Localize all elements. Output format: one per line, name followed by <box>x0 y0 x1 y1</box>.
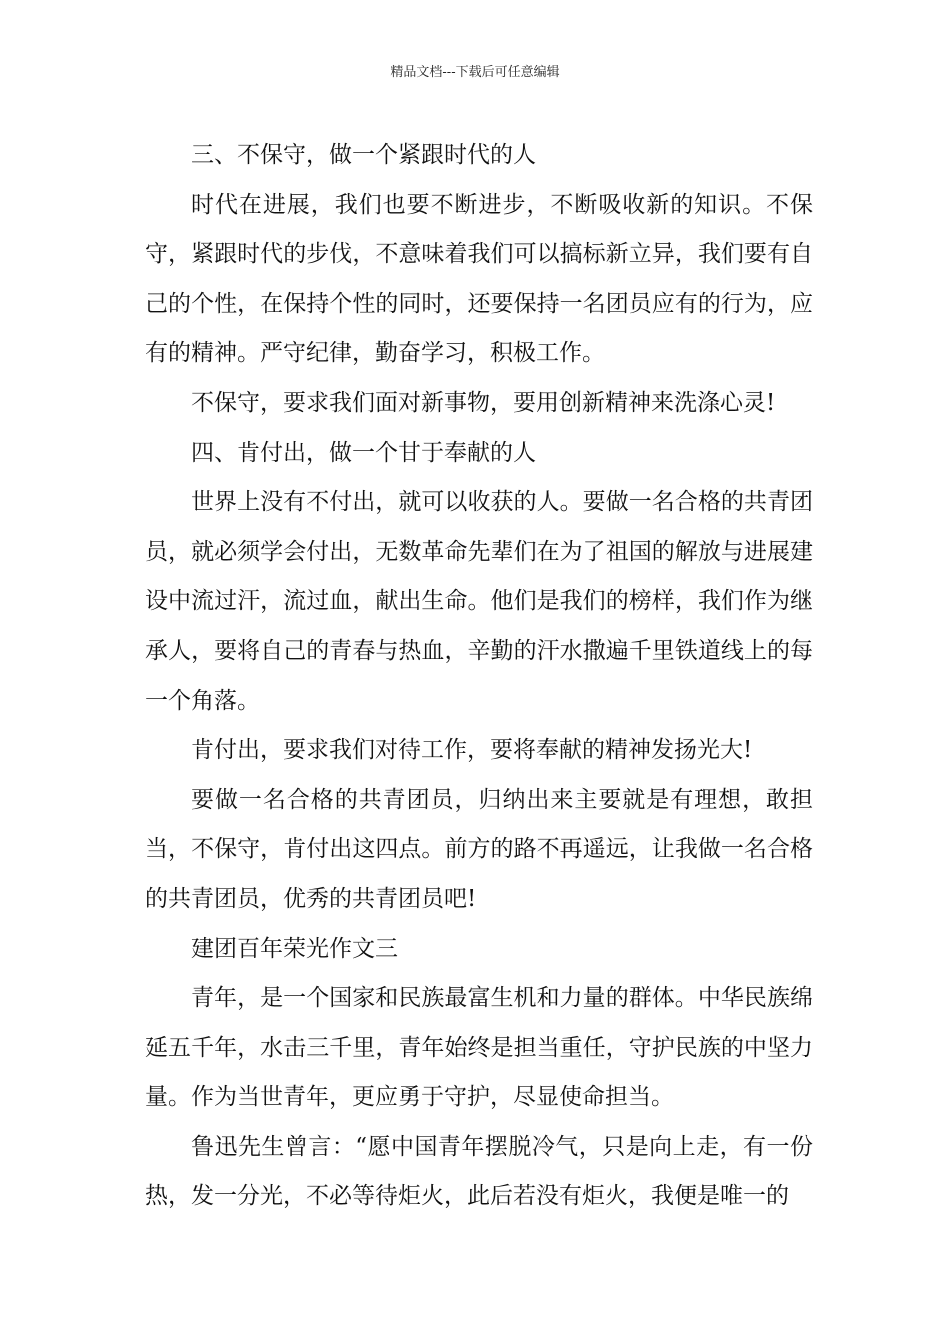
page-header: 精品文档---下载后可任意编辑 <box>390 65 560 80</box>
essay-title: 建团百年荣光作文三 <box>191 935 398 962</box>
paragraph: 肯付出，要求我们对待工作，要将奉献的精神发扬光大! <box>191 737 753 764</box>
document-body <box>145 131 813 1222</box>
paragraph: 要做一名合格的共青团员，归纳出来主要就是有理想，敢担当，不保守，肯付出这四点。前方的路不再遥远，让我做一名合格的共青团员，优秀的共青团员吧! <box>145 786 813 912</box>
paragraph: 青年，是一个国家和民族最富生机和力量的群体。中华民族绵延五千年，水击三千里，青年始终是担当重任，守护民族的中坚力量。作为当世青年，更应勇于守护，尽显使命担当。 <box>145 985 813 1111</box>
section-heading-3: 三、不保守，做一个紧跟时代的人 <box>191 142 536 168</box>
paragraph: 不保守，要求我们面对新事物，要用创新精神来洗涤心灵! <box>191 389 776 416</box>
paragraph: 世界上没有不付出，就可以收获的人。要做一名合格的共青团员，就必须学会付出，无数革命先辈们在为了祖国的解放与进展建设中流过汗，流过血，献出生命。他们是我们的榜样，我们作为继承人，要将自己的青春与热血，辛勤的汗水撒遍千里铁道线上的每一个角落。 <box>145 489 813 714</box>
paragraph: 时代在进展，我们也要不断进步，不断吸收新的知识。不保守，紧跟时代的步伐，不意味着我们可以搞标新立异，我们要有自己的个性，在保持个性的同时，还要保持一名团员应有的行为，应有的精神。严守纪律，勤奋学习，积极工作。 <box>145 191 813 367</box>
section-heading-4: 四、肯付出，做一个甘于奉献的人 <box>191 439 536 466</box>
paragraph: 鲁迅先生曾言：“愿中国青年摆脱冷气，只是向上走，有一份热，发一分光，不必等待炬火，此后若没有炬火，我便是唯一的 <box>145 1133 813 1210</box>
